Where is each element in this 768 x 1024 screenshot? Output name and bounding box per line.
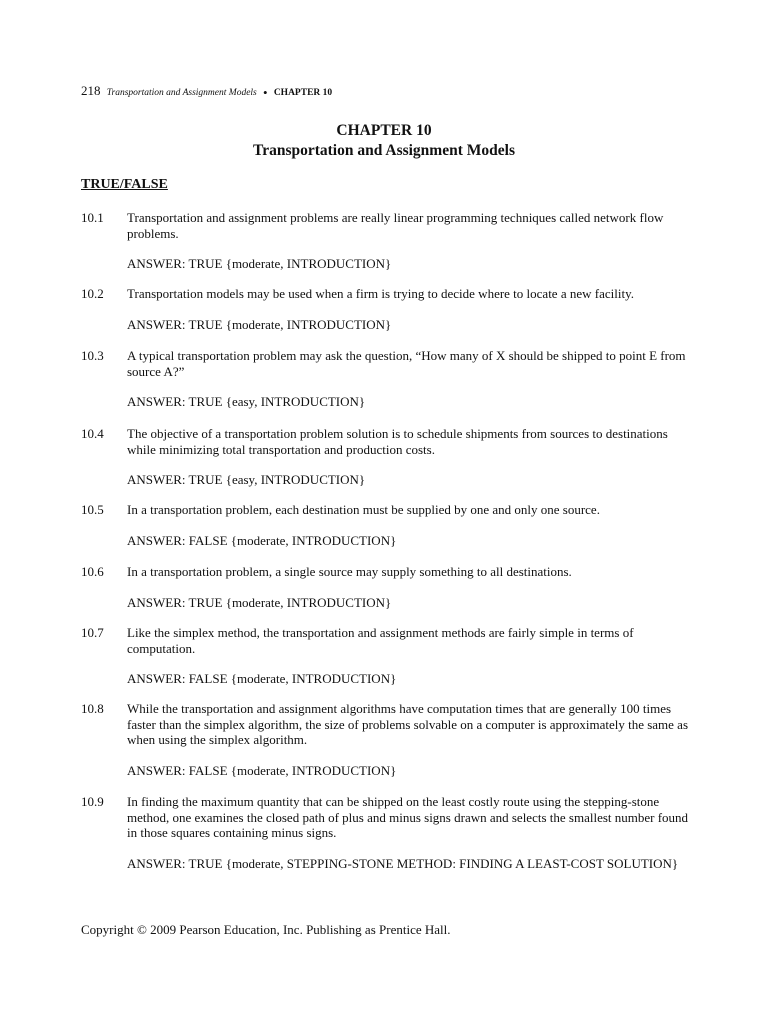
question-item	[81, 564, 691, 610]
question-item	[81, 426, 691, 488]
running-header	[81, 83, 332, 101]
running-header-bullet: •	[263, 85, 268, 100]
section-heading-true-false: TRUE/FALSE	[81, 177, 168, 192]
question-item	[81, 502, 691, 548]
page-number: 218	[81, 83, 101, 98]
answer-text: ANSWER: FALSE {moderate, INTRODUCTION}	[127, 532, 397, 548]
running-header-book-title: Transportation and Assignment Models	[106, 88, 257, 98]
question-item	[81, 286, 691, 332]
chapter-number-title: CHAPTER 10	[336, 122, 432, 139]
answer-text: ANSWER: TRUE {easy, INTRODUCTION}	[127, 472, 366, 487]
question-item	[81, 701, 691, 778]
answer-text: ANSWER: TRUE {moderate, STEPPING-STONE METHOD: FINDING A LEAST-COST SOLUTION}	[127, 855, 679, 871]
answer-text: ANSWER: TRUE {easy, INTRODUCTION}	[127, 394, 366, 409]
answer-text: ANSWER: TRUE {moderate, INTRODUCTION}	[127, 256, 392, 271]
question-number: 10.3	[81, 348, 104, 363]
question-text: In finding the maximum quantity that can be shipped on the least costly route using the stepping-stone method, one examines the closed path of plus and minus signs drawn and selects the smallest number found in those squares containing minus signs.	[127, 794, 689, 840]
question-number: 10.1	[81, 210, 104, 225]
question-number: 10.4	[81, 426, 104, 441]
question-number: 10.8	[81, 701, 104, 716]
question-item	[81, 794, 691, 871]
question-text: In a transportation problem, each destination must be supplied by one and only one source.	[127, 502, 600, 517]
answer-text: ANSWER: TRUE {moderate, INTRODUCTION}	[127, 316, 392, 332]
question-item	[81, 625, 691, 687]
question-text: While the transportation and assignment algorithms have computation times that are generally 100 times faster than the simplex algorithm, the size of problems solvable on a computer is approximately the same as when using the simplex algorithm.	[127, 701, 689, 747]
question-text: A typical transportation problem may ask the question, “How many of X should be shipped to point E from source A?”	[127, 348, 686, 379]
question-item	[81, 210, 691, 272]
question-text: The objective of a transportation problem solution is to schedule shipments from sources to destinations while minimizing total transportation and production costs.	[127, 426, 668, 457]
question-number: 10.9	[81, 794, 104, 809]
question-text: Transportation and assignment problems are really linear programming techniques called network flow problems.	[127, 210, 664, 241]
running-header-chapter: CHAPTER 10	[273, 88, 333, 98]
answer-text: ANSWER: FALSE {moderate, INTRODUCTION}	[127, 671, 397, 686]
answer-text: ANSWER: FALSE {moderate, INTRODUCTION}	[127, 762, 397, 778]
question-number: 10.5	[81, 502, 104, 517]
question-text: Transportation models may be used when a firm is trying to decide where to locate a new facility.	[127, 286, 634, 301]
question-item	[81, 348, 691, 410]
question-number: 10.2	[81, 286, 104, 301]
chapter-subtitle: Transportation and Assignment Models	[253, 142, 515, 159]
copyright-footer: Copyright © 2009 Pearson Education, Inc. Publishing as Prentice Hall.	[81, 922, 451, 937]
answer-text: ANSWER: TRUE {moderate, INTRODUCTION}	[127, 594, 392, 610]
question-number: 10.7	[81, 625, 104, 640]
question-number: 10.6	[81, 564, 104, 579]
question-text: Like the simplex method, the transportation and assignment methods are fairly simple in terms of computation.	[127, 625, 634, 656]
question-text: In a transportation problem, a single source may supply something to all destinations.	[127, 564, 572, 579]
